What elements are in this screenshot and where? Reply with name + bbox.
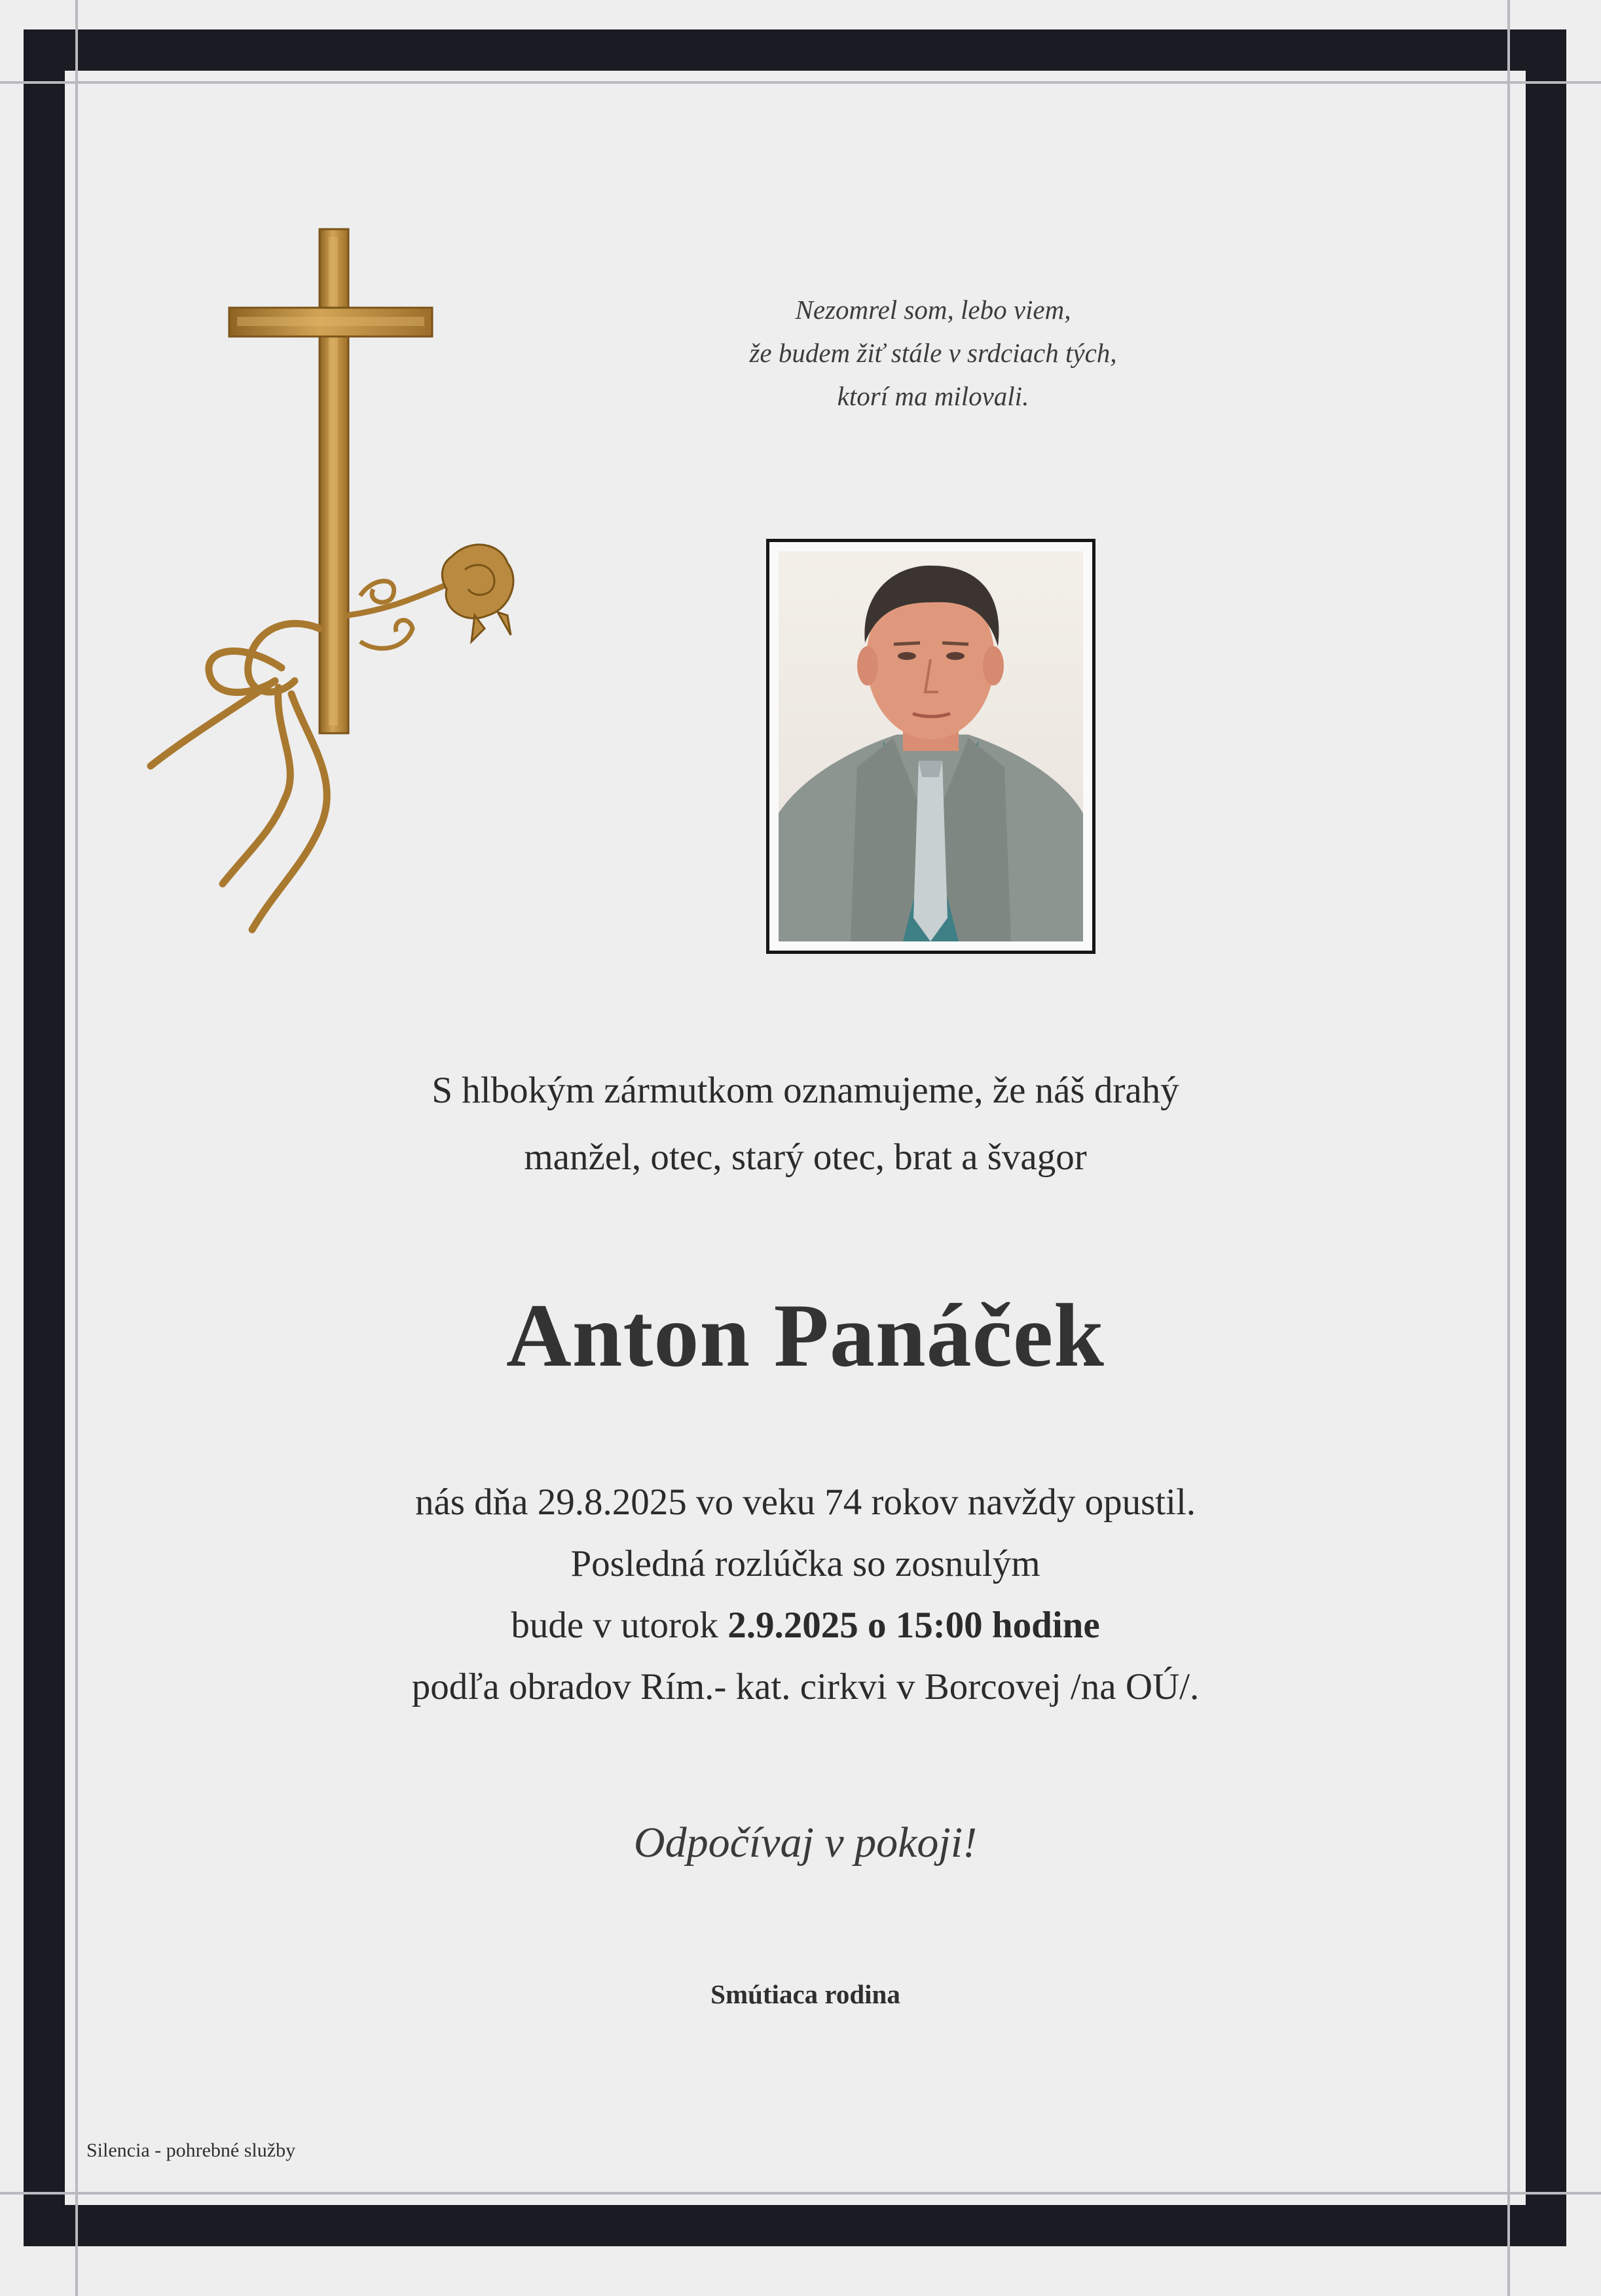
announcement-line: manžel, otec, starý otec, brat a švagor (524, 1137, 1087, 1178)
announcement-line: S hlbokým zármutkom oznamujeme, že náš drahý (432, 1070, 1179, 1111)
deceased-name: Anton Panáček (506, 1285, 1105, 1385)
frame-bottom (24, 2205, 1566, 2246)
farewell-day: bude v utorok (511, 1605, 728, 1646)
funeral-agency: Silencia - pohrebné služby (86, 2140, 296, 2161)
family-signature: Smútiaca rodina (710, 1979, 900, 2009)
portrait-illustration (779, 551, 1083, 941)
cross-icon (144, 223, 537, 943)
farewell-datetime-line (262, 1595, 1349, 1656)
guide-line-bottom (0, 2192, 1601, 2195)
death-date-line: nás dňa 29.8.2025 vo veku 74 rokov navždy opustil. (414, 1482, 1196, 1523)
announcement (262, 1057, 1349, 1191)
portrait-image (779, 551, 1083, 941)
motto-line: že budem žiť stále v srdciach tých, (749, 338, 1117, 368)
farewell-date: 2.9.2025 (727, 1605, 858, 1646)
ceremony-place-line: podľa obradov Rím.- kat. cirkvi v Borcovej /na OÚ/. (411, 1666, 1200, 1707)
frame-left (24, 29, 65, 2246)
portrait-photo (766, 539, 1095, 954)
guide-line-left (75, 0, 78, 2296)
frame-right (1526, 29, 1566, 2246)
rest-in-peace: Odpočívaj v pokoji! (633, 1819, 978, 1867)
farewell-line: Posledná rozlúčka so zosnulým (570, 1543, 1040, 1584)
farewell-time: o 15:00 hodine (858, 1605, 1100, 1646)
guide-line-right (1507, 0, 1510, 2296)
motto-line: ktorí ma milovali. (837, 381, 1029, 411)
motto-verse (622, 288, 1244, 418)
frame-top (24, 29, 1566, 71)
funeral-details (262, 1472, 1349, 1718)
guide-line-top (0, 81, 1601, 84)
motto-line: Nezomrel som, lebo viem, (795, 295, 1071, 325)
